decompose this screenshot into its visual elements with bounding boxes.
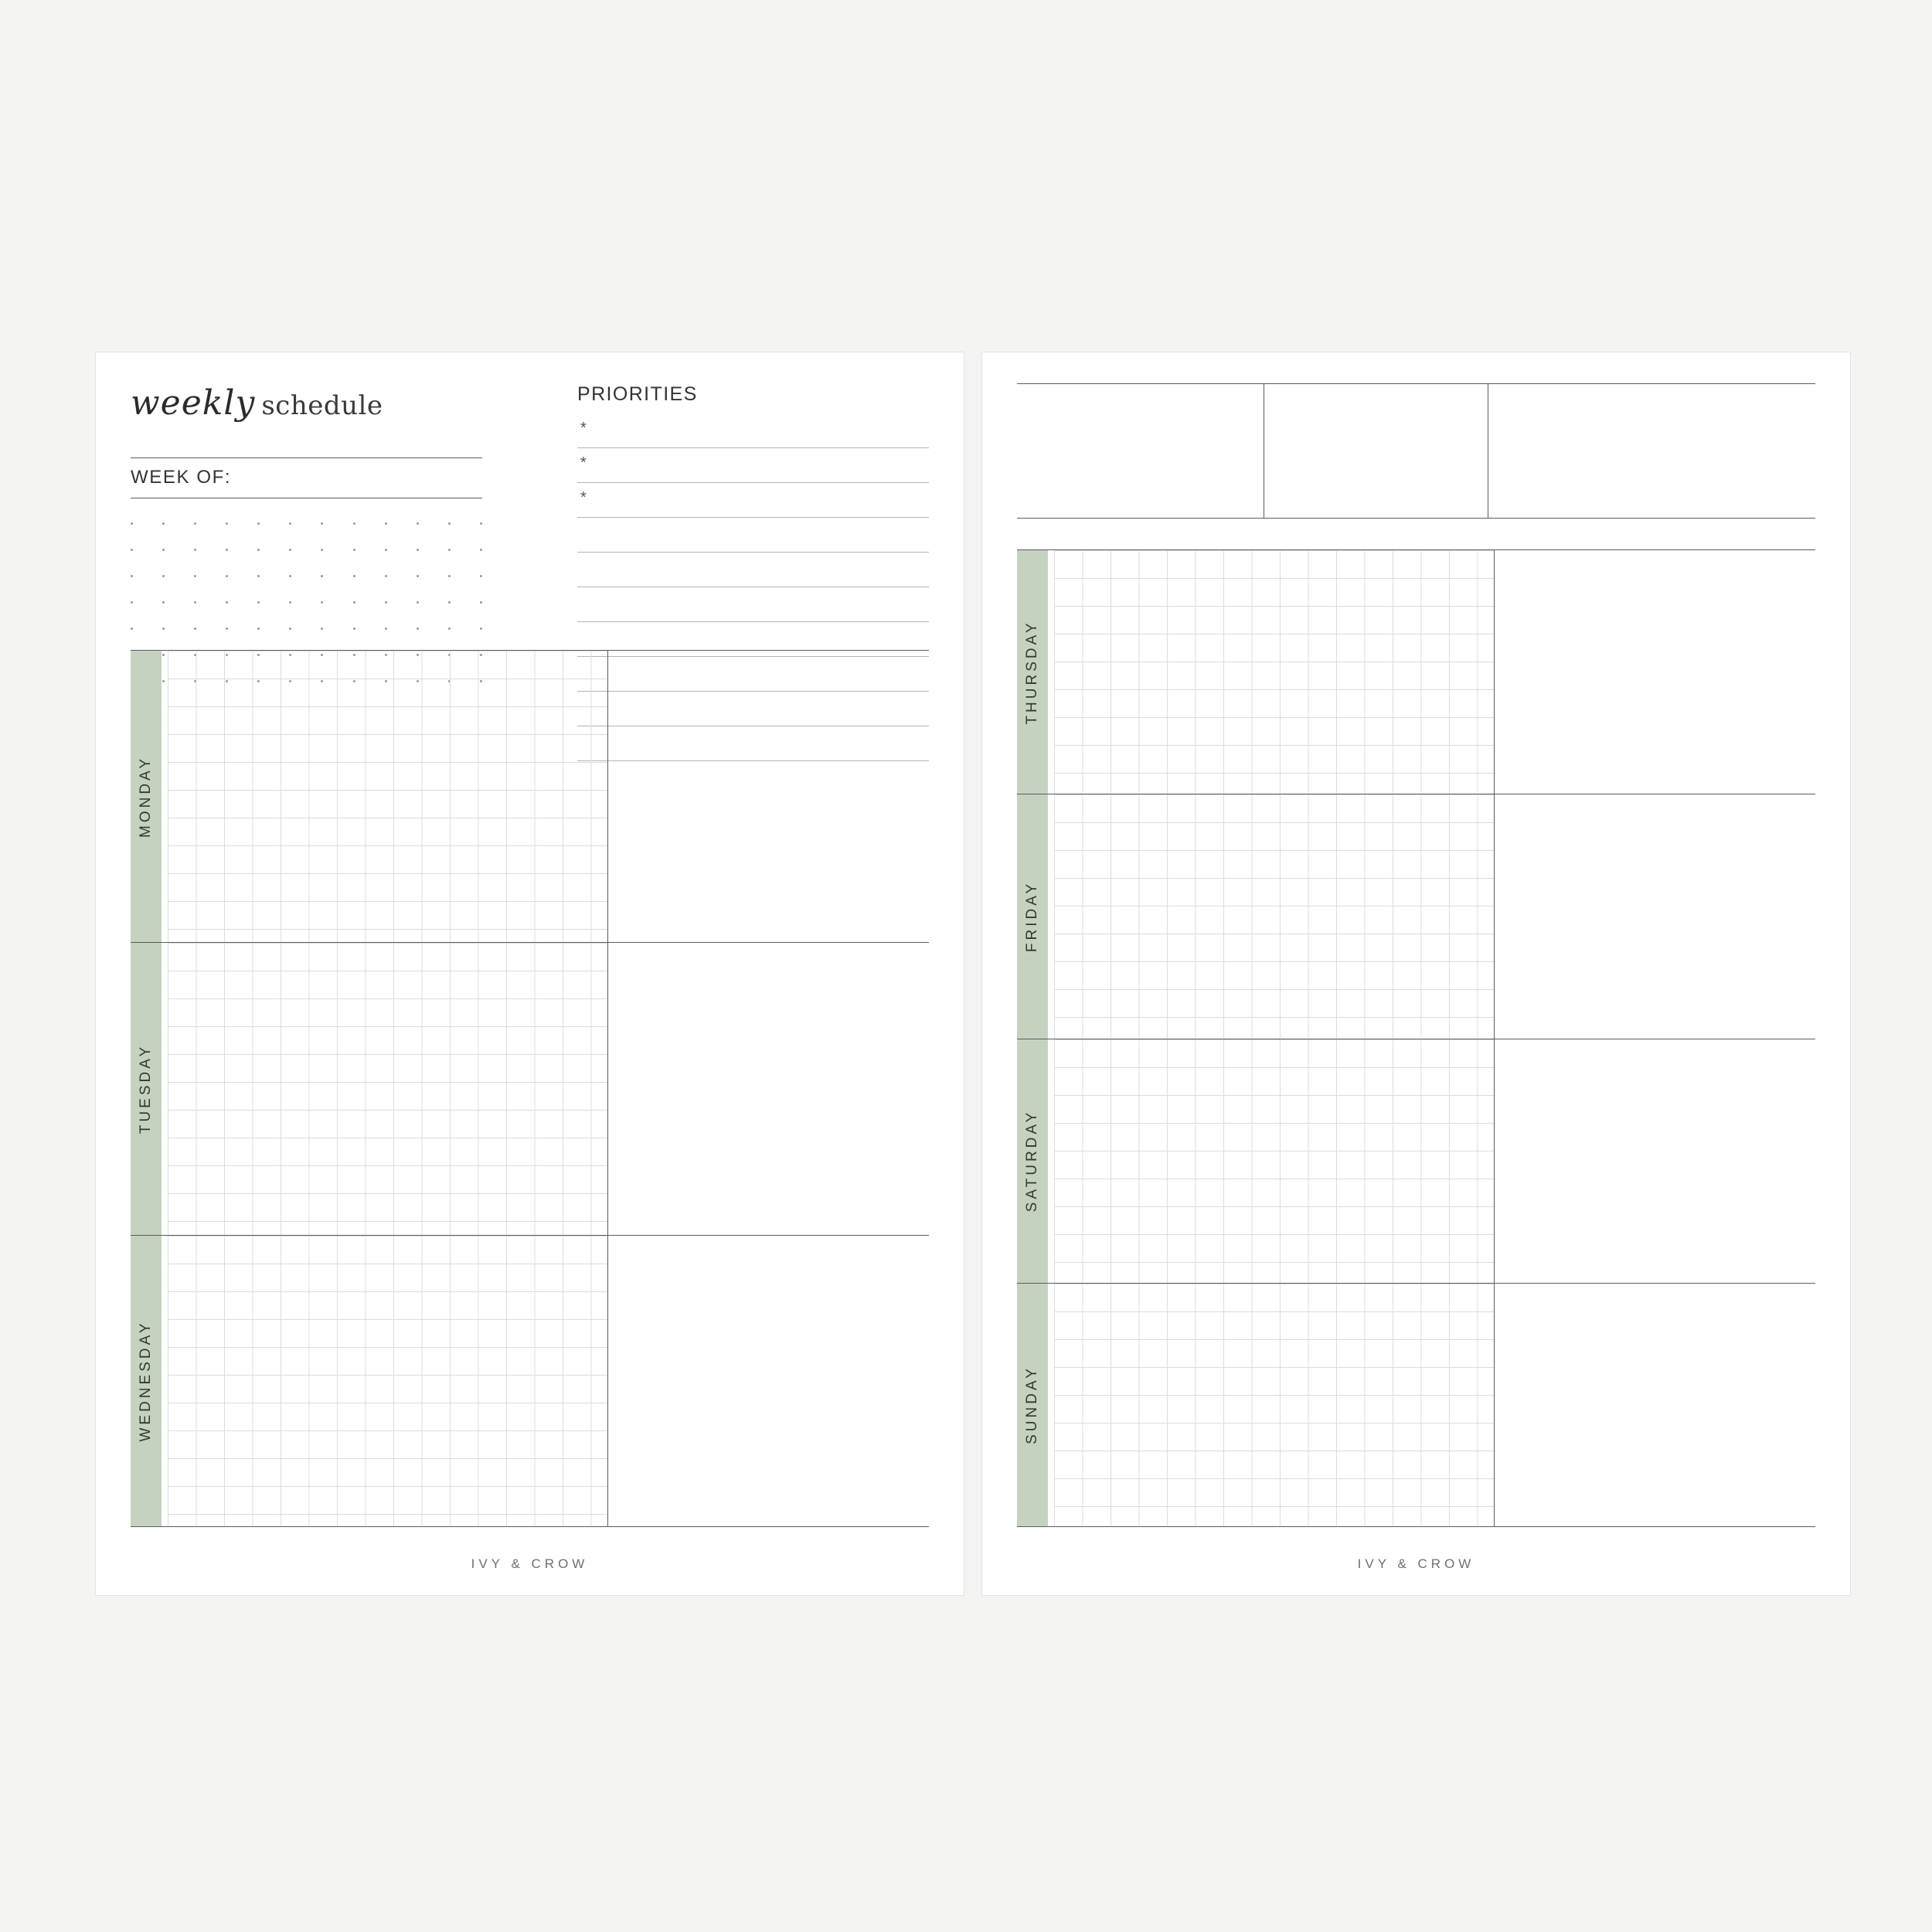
day-tab-wednesday [131, 1236, 162, 1526]
note-line[interactable] [577, 518, 929, 553]
grid-dot [162, 601, 165, 604]
grid-dot [226, 549, 228, 551]
grid-dot [131, 549, 133, 551]
day-notes-thursday[interactable] [1495, 550, 1815, 794]
tab-gap [1048, 1039, 1054, 1283]
tab-gap [1048, 550, 1054, 794]
day-grid-sunday[interactable] [1054, 1284, 1495, 1526]
planner-page-left [95, 352, 964, 1596]
grid-dot [417, 628, 419, 630]
grid-dot [448, 575, 451, 577]
page-title [131, 383, 482, 423]
day-notes-monday[interactable] [608, 651, 929, 942]
grid-dot [257, 575, 260, 577]
tab-gap [162, 943, 168, 1234]
grid-dot [321, 522, 323, 525]
day-tab-monday [131, 651, 162, 942]
top-notes-cell-2[interactable] [1264, 384, 1488, 518]
grid-dot [131, 522, 133, 525]
footer-brand-left: IVY & CROW [471, 1556, 589, 1571]
day-block-saturday [1017, 1039, 1815, 1283]
day-grid-friday[interactable] [1054, 794, 1495, 1038]
grid-dot [194, 601, 196, 604]
grid-dot [321, 601, 323, 604]
day-block-thursday [1017, 549, 1815, 794]
day-label: THURSDAY [1024, 620, 1040, 725]
grid-dot [353, 601, 355, 604]
grid-dot [448, 628, 451, 630]
grid-dot [131, 575, 133, 577]
grid-dot [353, 549, 355, 551]
page-right-content [1017, 383, 1815, 1572]
day-notes-tuesday[interactable] [608, 943, 929, 1234]
priority-line[interactable] [577, 448, 929, 483]
day-tab-tuesday [131, 943, 162, 1234]
day-block-friday [1017, 794, 1815, 1038]
tab-gap [1048, 1284, 1054, 1526]
day-notes-saturday[interactable] [1495, 1039, 1815, 1283]
priority-line[interactable] [577, 483, 929, 518]
grid-dot [353, 522, 355, 525]
day-grid-monday[interactable] [168, 651, 608, 942]
grid-dot [385, 628, 387, 630]
title-block [131, 383, 482, 423]
day-label: WEDNESDAY [138, 1320, 154, 1442]
grid-dot [289, 601, 291, 604]
grid-dot [131, 628, 133, 630]
header-row [131, 383, 929, 607]
title-plain-word: schedule [261, 390, 383, 421]
grid-dot [289, 549, 291, 551]
grid-dot [289, 522, 291, 525]
page-left-content [131, 383, 929, 1572]
day-tab-friday [1017, 794, 1048, 1038]
priorities-heading: PRIORITIES [577, 383, 698, 405]
grid-dot [162, 628, 165, 630]
grid-dot [162, 549, 165, 551]
grid-dot [289, 575, 291, 577]
day-block-sunday [1017, 1283, 1815, 1527]
grid-dot [162, 575, 165, 577]
top-notes-cell-1[interactable] [1017, 384, 1264, 518]
grid-dot [353, 575, 355, 577]
grid-dot [385, 601, 387, 604]
grid-dot [162, 522, 165, 525]
grid-dot [385, 575, 387, 577]
grid-dot [194, 575, 196, 577]
title-script-word: weekly [131, 383, 256, 423]
grid-dot [448, 601, 451, 604]
day-label: SUNDAY [1024, 1365, 1040, 1444]
grid-dot [353, 628, 355, 630]
day-label: FRIDAY [1024, 880, 1040, 953]
grid-dot [480, 522, 482, 525]
day-label: SATURDAY [1024, 1109, 1040, 1213]
top-notes-cell-3[interactable] [1488, 384, 1815, 518]
top-notes-box [1017, 383, 1815, 519]
tab-gap [162, 651, 168, 942]
asterisk-icon: * [580, 454, 587, 471]
planner-page-right [981, 352, 1851, 1596]
day-notes-sunday[interactable] [1495, 1284, 1815, 1526]
grid-dot [226, 575, 228, 577]
grid-dot [417, 522, 419, 525]
day-block-wednesday [131, 1235, 929, 1527]
grid-dot [321, 628, 323, 630]
grid-dot [257, 522, 260, 525]
day-blocks-right [1017, 549, 1815, 1527]
grid-dot [417, 549, 419, 551]
day-tab-saturday [1017, 1039, 1048, 1283]
grid-dot [321, 575, 323, 577]
grid-dot [385, 522, 387, 525]
week-of-rule-top [131, 457, 482, 458]
grid-dot [194, 628, 196, 630]
day-notes-friday[interactable] [1495, 794, 1815, 1038]
note-line[interactable] [577, 553, 929, 587]
day-tab-thursday [1017, 550, 1048, 794]
grid-dot [194, 549, 196, 551]
day-tab-sunday [1017, 1284, 1048, 1526]
grid-dot [321, 549, 323, 551]
grid-dot [289, 628, 291, 630]
day-blocks-left [131, 650, 929, 1527]
grid-dot [226, 522, 228, 525]
grid-dot [480, 628, 482, 630]
grid-dot [480, 575, 482, 577]
dot-grid-row [131, 601, 482, 628]
note-line[interactable] [577, 587, 929, 622]
grid-dot [257, 628, 260, 630]
grid-dot [226, 628, 228, 630]
grid-dot [226, 601, 228, 604]
day-label: TUESDAY [138, 1043, 154, 1134]
day-grid-wednesday[interactable] [168, 1236, 608, 1526]
grid-dot [480, 601, 482, 604]
dot-grid-row [131, 549, 482, 575]
grid-dot [385, 549, 387, 551]
day-block-tuesday [131, 942, 929, 1234]
grid-dot [480, 549, 482, 551]
tab-gap [162, 1236, 168, 1526]
grid-dot [194, 522, 196, 525]
tab-gap [1048, 794, 1054, 1038]
grid-dot [257, 549, 260, 551]
footer-brand-right: IVY & CROW [1357, 1556, 1475, 1571]
grid-dot [417, 601, 419, 604]
grid-dot [131, 601, 133, 604]
grid-dot [417, 575, 419, 577]
grid-dot [448, 522, 451, 525]
day-notes-wednesday[interactable] [608, 1236, 929, 1526]
grid-dot [257, 601, 260, 604]
asterisk-icon: * [580, 420, 587, 437]
week-of-label: WEEK OF: [131, 467, 232, 488]
dot-grid-row [131, 575, 482, 601]
asterisk-icon: * [580, 489, 587, 506]
day-block-monday [131, 650, 929, 942]
day-label: MONDAY [138, 755, 154, 838]
day-grid-saturday[interactable] [1054, 1039, 1495, 1283]
grid-dot [448, 549, 451, 551]
priority-line[interactable] [577, 413, 929, 448]
day-grid-thursday[interactable] [1054, 550, 1495, 794]
dot-grid-row [131, 522, 482, 549]
day-grid-tuesday[interactable] [168, 943, 608, 1234]
